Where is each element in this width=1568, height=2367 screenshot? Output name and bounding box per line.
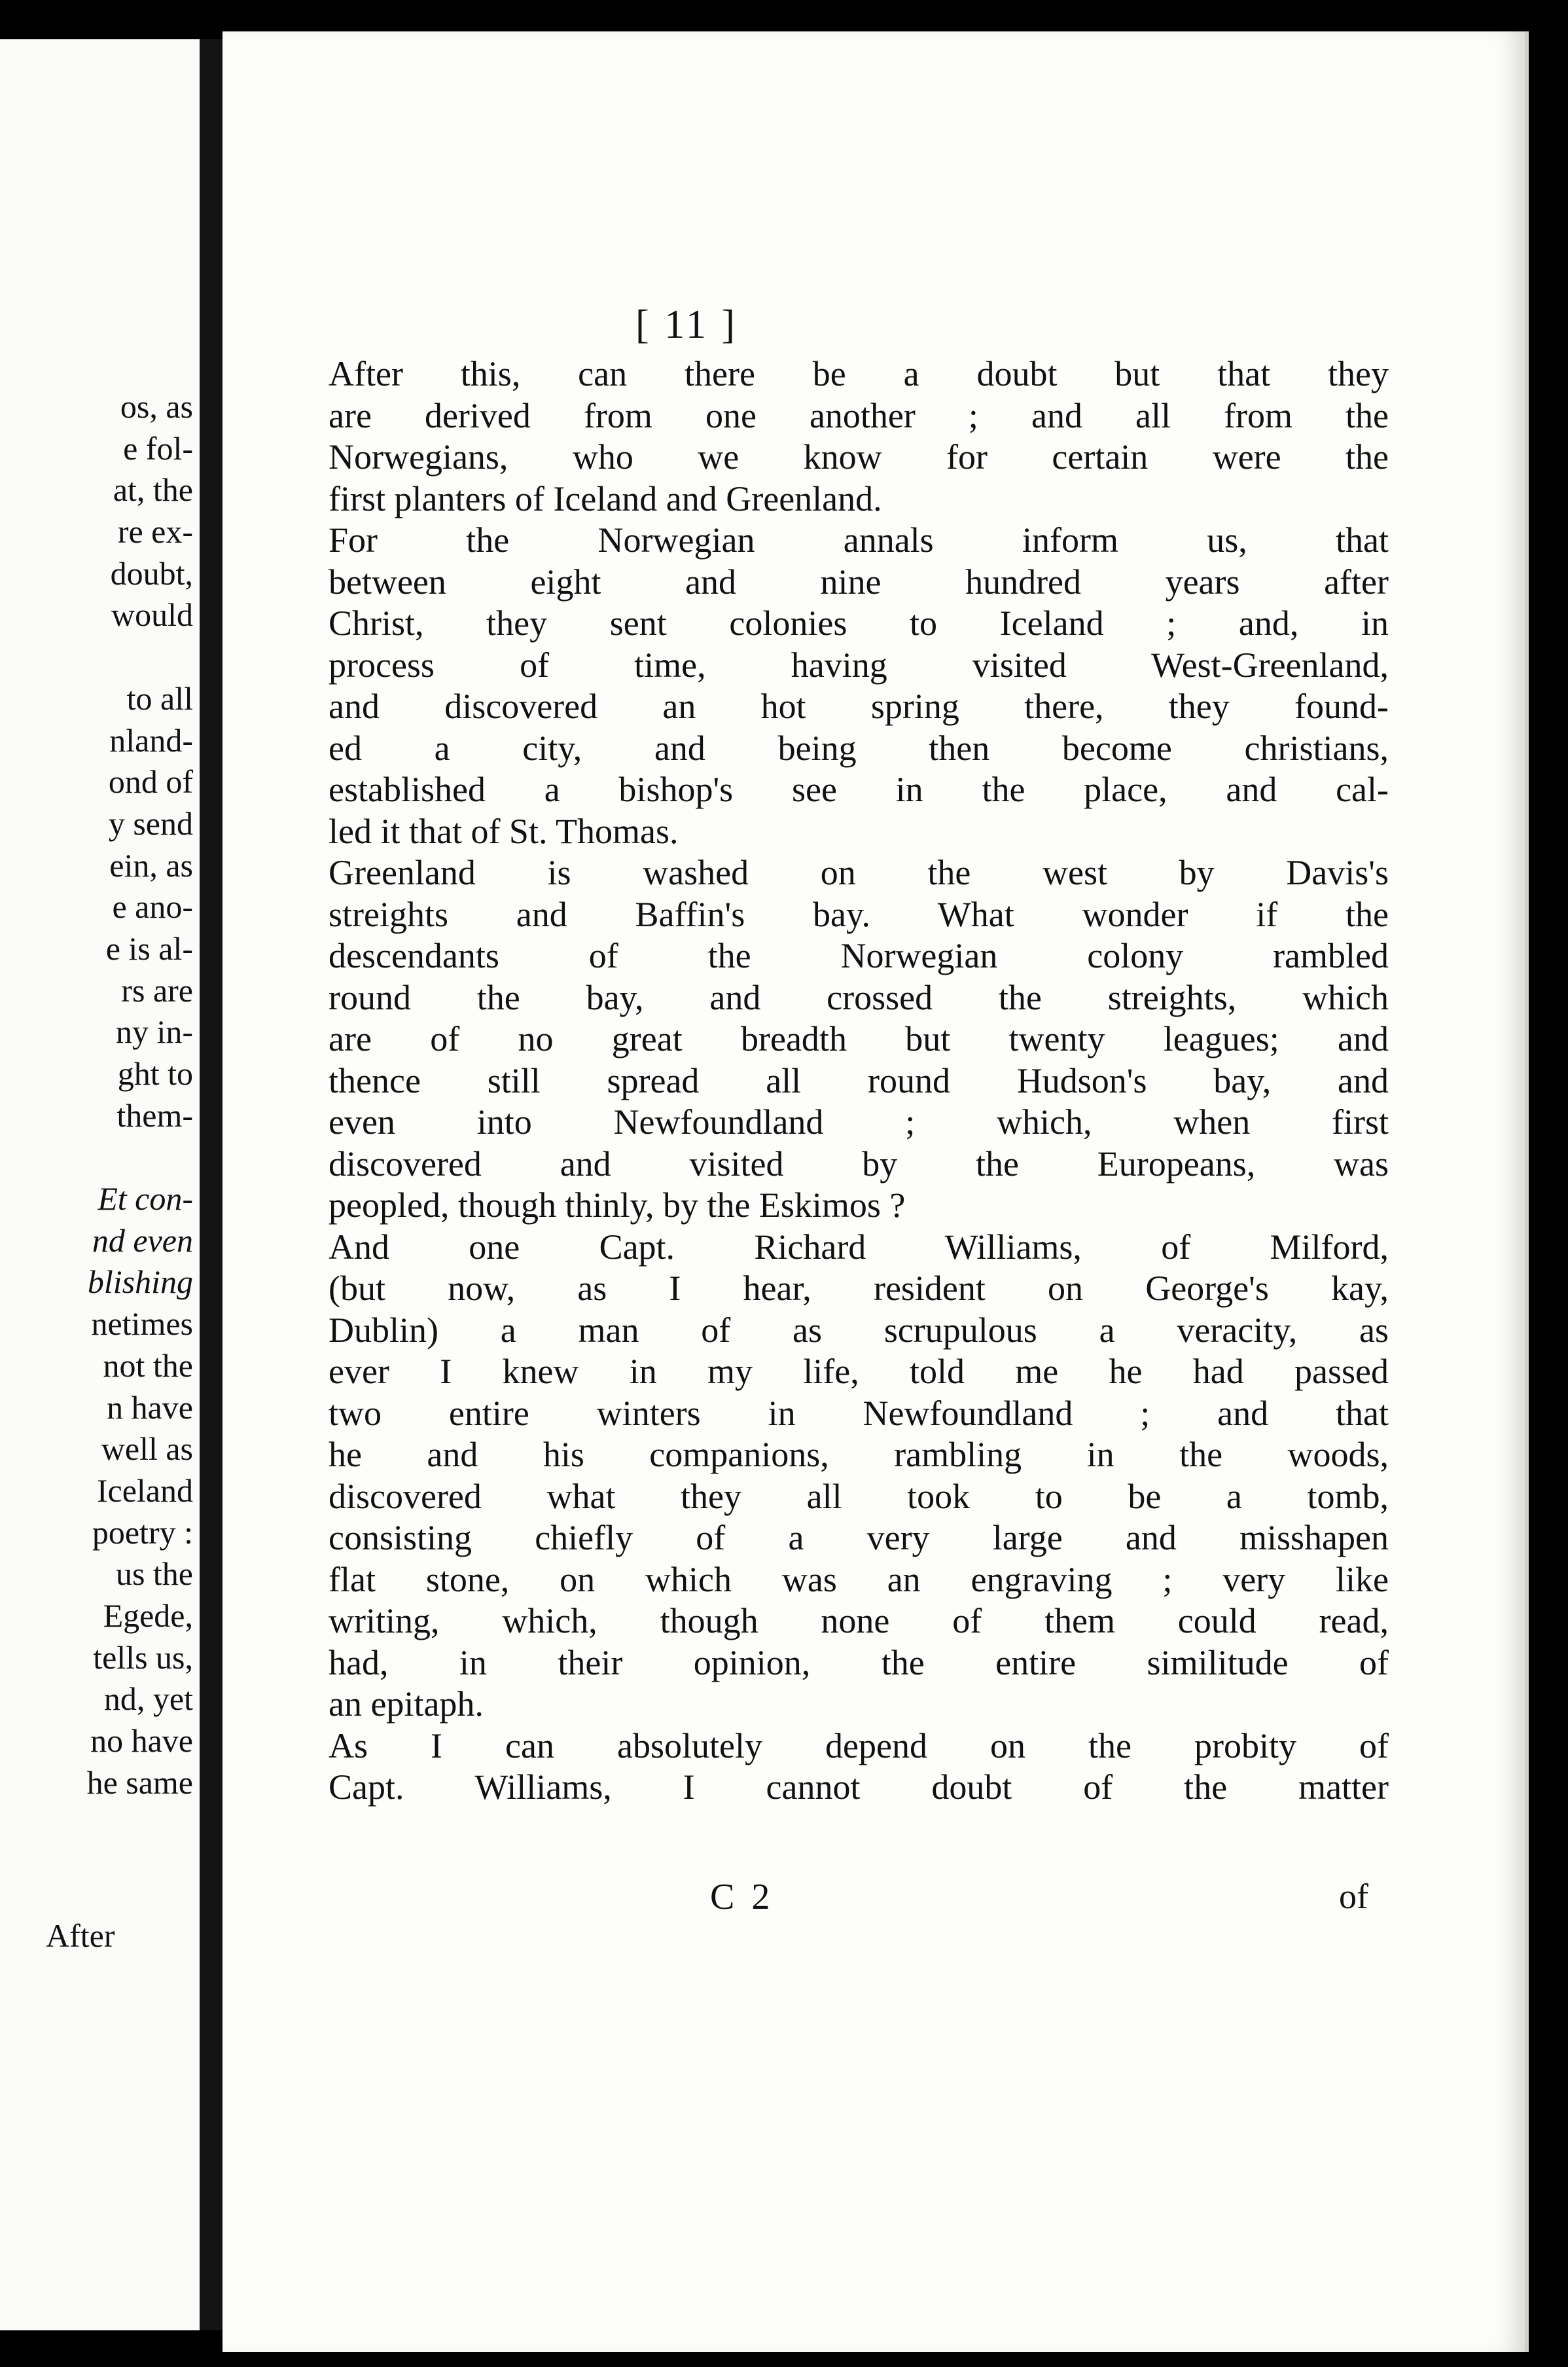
facing-line: would: [111, 596, 193, 634]
text-line: between eight and nine hundred years after: [329, 562, 1389, 602]
text-line: Dublin) a man of as scrupulous a veracity, as: [329, 1310, 1389, 1350]
facing-line: nd even: [92, 1221, 193, 1259]
facing-line: them-: [116, 1096, 193, 1134]
facing-line: Egede,: [103, 1597, 193, 1634]
text-line: Capt. Williams, I cannot doubt of the matter: [329, 1767, 1389, 1807]
facing-line: Iceland: [96, 1472, 193, 1509]
body-text: [329, 353, 1389, 1809]
text-line: (but now, as I hear, resident on George's kay,: [329, 1269, 1389, 1308]
facing-catchword: After: [46, 1917, 115, 1954]
facing-line: nland-: [109, 721, 193, 759]
facing-line: he same: [86, 1763, 193, 1801]
facing-line: os, as: [120, 388, 193, 425]
text-line: consisting chiefly of a very large and misshapen: [329, 1518, 1389, 1557]
facing-line: tells us,: [93, 1638, 193, 1676]
text-line: and discovered an hot spring there, they found-: [329, 687, 1389, 726]
text-line: And one Capt. Richard Williams, of Milford,: [329, 1227, 1389, 1267]
facing-line: re ex-: [117, 513, 193, 551]
text-line: two entire winters in Newfoundland ; and that: [329, 1393, 1389, 1433]
text-line: thence still spread all round Hudson's bay, and: [329, 1060, 1389, 1100]
facing-line: to all: [126, 679, 193, 717]
facing-line: e is al-: [105, 930, 193, 967]
text-line: had, in their opinion, the entire similitude of: [329, 1642, 1389, 1682]
signature-mark: C 2: [710, 1877, 774, 1917]
facing-line: no have: [90, 1722, 193, 1759]
facing-line: [0, 1136, 193, 1178]
text-line: ed a city, and being then become christians,: [329, 728, 1389, 768]
text-line: are of no great breadth but twenty leagues; and: [329, 1019, 1389, 1058]
main-page: [223, 31, 1529, 2352]
text-line: he and his companions, rambling in the woods,: [329, 1435, 1389, 1474]
facing-line: nd, yet: [103, 1680, 193, 1718]
facing-line: e ano-: [112, 888, 193, 926]
text-line: even into Newfoundland ; which, when first: [329, 1102, 1389, 1142]
text-line: discovered what they all took to be a tomb,: [329, 1476, 1389, 1516]
facing-line: n have: [107, 1388, 193, 1426]
facing-line: e fol-: [123, 429, 193, 467]
text-line: round the bay, and crossed the streights, which: [329, 977, 1389, 1017]
facing-line: doubt,: [110, 554, 193, 592]
facing-page-fragment: [0, 39, 200, 2330]
text-line: descendants of the Norwegian colony rambled: [329, 936, 1389, 975]
facing-line: ond of: [108, 763, 193, 801]
scan-edge: [1529, 0, 1568, 2367]
text-line: ever I knew in my life, told me he had passed: [329, 1352, 1389, 1391]
facing-line: netimes: [91, 1305, 193, 1343]
facing-line: y send: [108, 804, 193, 842]
text-line: discovered and visited by the Europeans, was: [329, 1144, 1389, 1184]
text-line: first planters of Iceland and Greenland.: [329, 479, 882, 518]
text-line: flat stone, on which was an engraving ; very like: [329, 1559, 1389, 1599]
text-line: streights and Baffin's bay. What wonder if the: [329, 894, 1389, 934]
text-line: As I can absolutely depend on the probity of: [329, 1726, 1389, 1765]
text-line: Norwegians, who we know for certain were the: [329, 437, 1389, 477]
facing-line: [0, 636, 193, 678]
catchword: of: [1339, 1877, 1368, 1916]
text-line: process of time, having visited West-Greenland,: [329, 645, 1389, 685]
text-line: Greenland is washed on the west by Davis's: [329, 853, 1389, 892]
facing-line: rs are: [121, 971, 193, 1009]
facing-line: us the: [115, 1555, 193, 1593]
facing-page-text: [0, 386, 193, 1803]
facing-line: ein, as: [109, 846, 193, 884]
text-line: peopled, though thinly, by the Eskimos ?: [329, 1185, 906, 1225]
facing-line: at, the: [113, 471, 193, 509]
facing-line: well as: [101, 1430, 193, 1468]
facing-line: not the: [103, 1346, 193, 1384]
book-gutter: [200, 39, 223, 2330]
text-line: After this, can there be a doubt but that they: [329, 354, 1389, 393]
facing-line: poetry :: [92, 1513, 193, 1551]
text-line: established a bishop's see in the place, and cal-: [329, 770, 1389, 809]
facing-line: ny in-: [115, 1013, 193, 1051]
text-line: an epitaph.: [329, 1684, 484, 1724]
facing-line: blishing: [87, 1263, 193, 1301]
facing-line: Et con-: [98, 1180, 193, 1218]
page-number: [ 11 ]: [635, 302, 738, 347]
facing-line: ght to: [117, 1055, 193, 1092]
text-line: For the Norwegian annals inform us, that: [329, 520, 1389, 560]
text-line: writing, which, though none of them could read,: [329, 1601, 1389, 1640]
text-line: Christ, they sent colonies to Iceland ; and, in: [329, 604, 1389, 643]
text-line: led it that of St. Thomas.: [329, 811, 679, 851]
text-line: are derived from one another ; and all from the: [329, 395, 1389, 435]
